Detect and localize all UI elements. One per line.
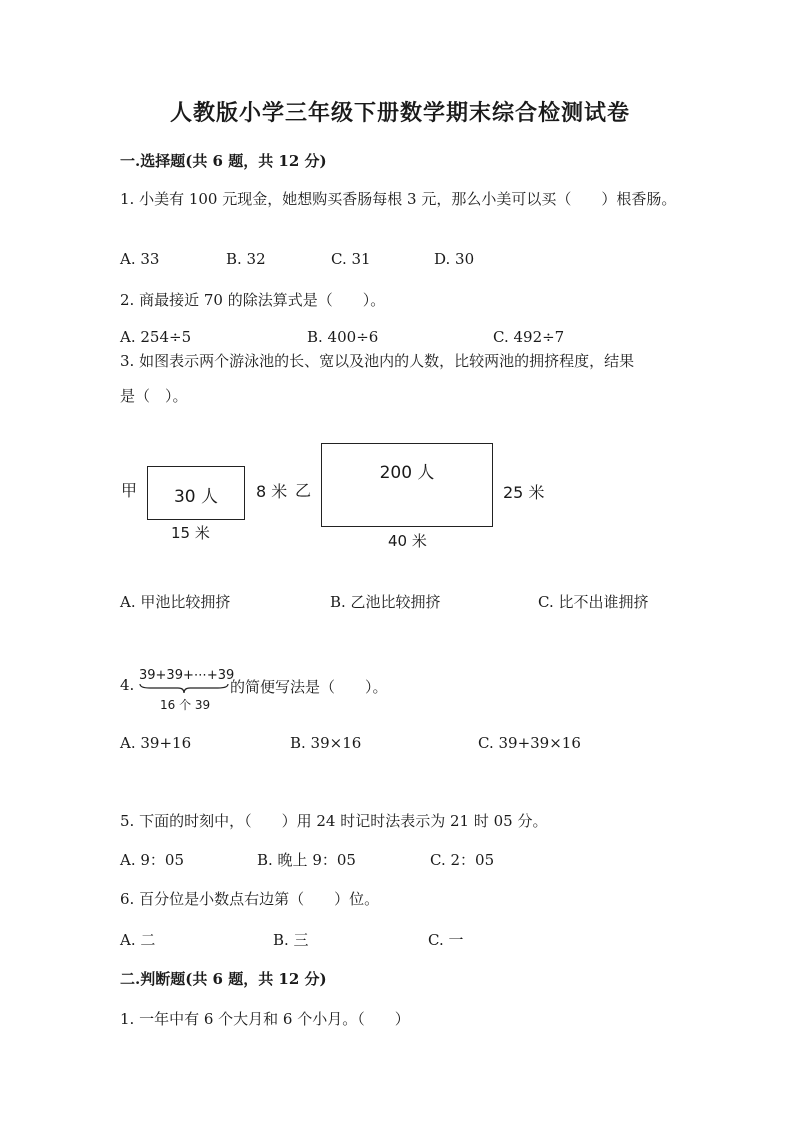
question-5-text: 5. 下面的时刻中，（ ）用 24 时记时法表示为 21 时 05 分。 bbox=[120, 812, 548, 830]
q4-suffix: 的简便写法是（ ）。 bbox=[230, 678, 388, 696]
q1-option-d: D. 30 bbox=[434, 250, 475, 268]
q5-option-c: C. 2：05 bbox=[430, 851, 495, 869]
q3-option-b: B. 乙池比较拥挤 bbox=[330, 593, 441, 611]
question-3-text-line1: 3. 如图表示两个游泳池的长、宽以及池内的人数，比较两池的拥挤程度，结果 bbox=[120, 352, 635, 370]
page-title: 人教版小学三年级下册数学期末综合检测试卷 bbox=[169, 100, 630, 126]
section-heading-judgement: 二.判断题(共 6 题，共 12 分) bbox=[120, 970, 327, 988]
question-1-text: 1. 小美有 100 元现金，她想购买香肠每根 3 元，那么小美可以买（ ）根香肠。 bbox=[120, 190, 677, 208]
pool-b-width: 25 米 bbox=[503, 483, 545, 502]
q3-option-a: A. 甲池比较拥挤 bbox=[120, 593, 231, 611]
q1-option-a: A. 33 bbox=[120, 250, 160, 268]
pool-a-length: 15 米 bbox=[171, 524, 210, 542]
q4-option-b: B. 39×16 bbox=[290, 734, 362, 752]
pool-a-label: 甲 bbox=[121, 481, 138, 500]
q2-option-b: B. 400÷6 bbox=[307, 328, 379, 346]
pool-a-people: 30 人 bbox=[173, 487, 219, 507]
q6-option-c: C. 一 bbox=[428, 931, 464, 949]
q6-option-b: B. 三 bbox=[273, 931, 309, 949]
pool-b-people: 200 人 bbox=[379, 463, 435, 483]
q4-option-c: C. 39+39×16 bbox=[478, 734, 581, 752]
q6-option-a: A. 二 bbox=[120, 931, 156, 949]
pool-b-rectangle bbox=[321, 443, 493, 527]
q5-option-b: B. 晚上 9：05 bbox=[257, 851, 356, 869]
q1-option-b: B. 32 bbox=[226, 250, 266, 268]
q3-option-c: C. 比不出谁拥挤 bbox=[538, 593, 649, 611]
q4-option-a: A. 39+16 bbox=[120, 734, 192, 752]
pool-b-label: 乙 bbox=[295, 481, 312, 500]
pool-a-width: 8 米 bbox=[256, 482, 288, 501]
question-4-number: 4. bbox=[120, 676, 135, 694]
q4-brace-label: 16 个 39 bbox=[160, 698, 211, 712]
section-heading-choice: 一.选择题(共 6 题，共 12 分) bbox=[120, 152, 327, 170]
question-2-text: 2. 商最接近 70 的除法算式是（ ）。 bbox=[120, 291, 386, 309]
pool-b-length: 40 米 bbox=[388, 532, 427, 550]
question-6-text: 6. 百分位是小数点右边第（ ）位。 bbox=[120, 890, 380, 908]
question-3-text-line2: 是（ ）。 bbox=[120, 387, 188, 405]
q4-underbrace bbox=[138, 682, 230, 694]
q1-option-c: C. 31 bbox=[331, 250, 371, 268]
q4-expression: 39+39+⋯+39 bbox=[139, 668, 235, 683]
q2-option-c: C. 492÷7 bbox=[493, 328, 565, 346]
judgement-question-1-text: 1. 一年中有 6 个大月和 6 个小月。（ ） bbox=[120, 1010, 410, 1028]
q2-option-a: A. 254÷5 bbox=[120, 328, 192, 346]
q5-option-a: A. 9：05 bbox=[120, 851, 184, 869]
